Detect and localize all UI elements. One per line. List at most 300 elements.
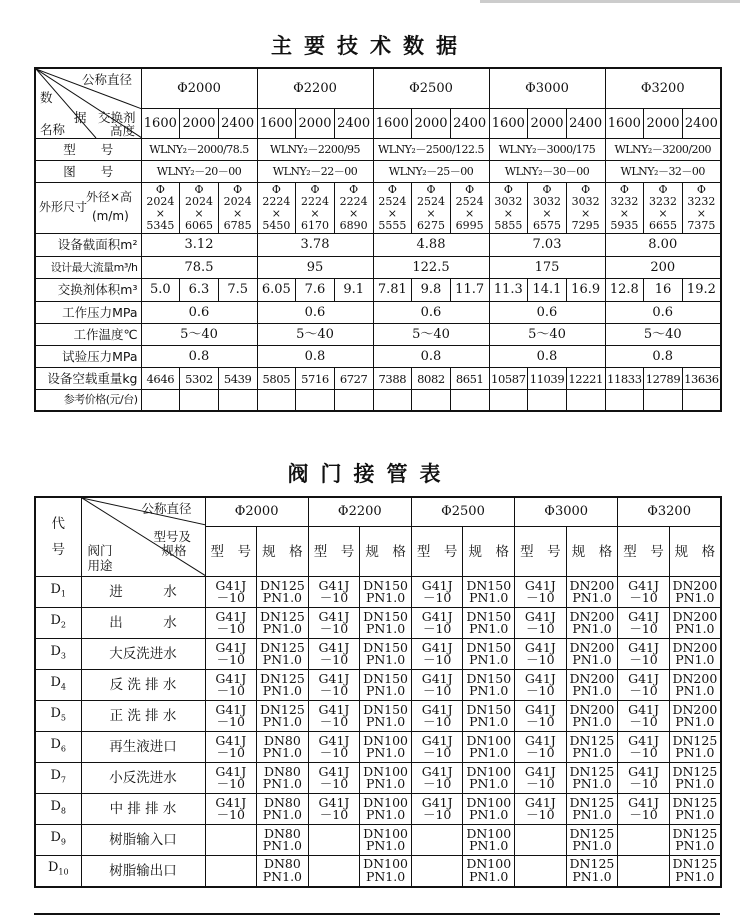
valve-model: G41J xyxy=(524,639,556,655)
t2-spec-6-4 xyxy=(669,763,721,794)
t1-drawing-row-label: 图 号 xyxy=(35,161,141,183)
t2-model-8-2 xyxy=(411,825,463,856)
t1-work-pressure-row-value-0: 0.6 xyxy=(141,302,257,324)
t2-spec-8-2 xyxy=(463,825,515,856)
phi-symbol: Φ xyxy=(349,183,359,196)
t2-spec-3-0 xyxy=(257,670,309,701)
valve-pn: PN1.0 xyxy=(365,652,406,667)
t1-resin-vol-row-value-10: 14.1 xyxy=(528,279,567,302)
t2-usage-9: 树脂输出口 xyxy=(81,856,205,887)
t1-height-3-1: 2000 xyxy=(528,109,567,139)
valve-dn: DN150 xyxy=(363,670,408,686)
valve-model-suffix: －10 xyxy=(319,807,349,822)
valve-dn: DN200 xyxy=(569,670,615,686)
outline-height: 7295 xyxy=(571,219,600,232)
t1-drawing-row-value-1: WLNY₂－22－00 xyxy=(257,161,373,183)
t1-height-2-1: 2000 xyxy=(412,109,451,139)
t2-model-0-3 xyxy=(515,577,567,608)
times-symbol: × xyxy=(465,207,475,220)
valve-model: G41J xyxy=(215,701,247,717)
t2-usage-6: 小反洗进水 xyxy=(81,763,205,794)
valve-dn: DN125 xyxy=(672,763,718,779)
t2-row-0 xyxy=(35,577,721,608)
valve-pn: PN1.0 xyxy=(365,683,406,698)
t2-spec-4-0 xyxy=(257,701,309,732)
valve-pn: PN1.0 xyxy=(469,776,509,791)
valve-model: G41J xyxy=(421,639,453,655)
main-data-table xyxy=(34,67,722,412)
phi-symbol: Φ xyxy=(465,183,475,196)
t2-col-model-0: 型 号 xyxy=(205,527,257,577)
code-letter: D xyxy=(50,705,61,721)
valve-model: G41J xyxy=(421,577,453,593)
valve-model: G41J xyxy=(215,577,247,593)
valve-model: G41J xyxy=(628,763,659,779)
valve-pn: PN1.0 xyxy=(262,590,302,605)
valve-model: G41J xyxy=(421,701,453,717)
outer-dia: 2224 xyxy=(262,195,291,208)
t2-spec-3-3 xyxy=(566,670,618,701)
t2-spec-4-1 xyxy=(360,701,412,732)
t2-hdr-nominal-dia: 公称直径 xyxy=(141,501,192,516)
t1-work-pressure-row-value-1: 0.6 xyxy=(257,302,373,324)
valve-dn: DN125 xyxy=(259,701,305,717)
valve-dn: DN125 xyxy=(672,825,718,841)
valve-model: G41J xyxy=(215,732,247,748)
valve-pn: PN1.0 xyxy=(365,745,406,760)
t2-model-5-3 xyxy=(515,732,567,763)
valve-model-suffix: －10 xyxy=(216,745,245,760)
t1-work-pressure-row xyxy=(35,302,721,324)
t1-hdr-resin: 交换剂 xyxy=(98,110,136,125)
valve-model-suffix: －10 xyxy=(422,714,452,729)
valve-pn: PN1.0 xyxy=(262,683,302,698)
t2-spec-2-2 xyxy=(463,639,515,670)
outer-dia: 2224 xyxy=(339,195,368,208)
times-symbol: × xyxy=(426,207,436,220)
t1-test-pressure-row xyxy=(35,346,721,368)
t1-hdr-data: 数 xyxy=(40,90,53,105)
valve-model: G41J xyxy=(215,608,247,624)
valve-dn: DN200 xyxy=(672,608,718,624)
t1-weight-row-value-0: 4646 xyxy=(141,368,180,390)
t2-header-row xyxy=(35,497,721,527)
t2-spec-0-1 xyxy=(360,577,412,608)
t1-height-3-2: 2400 xyxy=(566,109,605,139)
t1-outline-cell-6 xyxy=(373,183,412,234)
scan-edge-mark xyxy=(480,0,740,3)
valve-dn: DN150 xyxy=(363,577,408,593)
outline-height: 6170 xyxy=(300,219,329,232)
valve-model: G41J xyxy=(524,608,556,624)
t2-code-1 xyxy=(35,608,81,639)
t2-diagonal-header xyxy=(81,497,205,577)
valve-pn: PN1.0 xyxy=(262,652,302,667)
t1-flow-row xyxy=(35,257,721,279)
t1-model-row-value-3: WLNY₂－3000/175 xyxy=(489,139,605,161)
t1-weight-row-value-10: 11039 xyxy=(528,368,567,390)
t1-resin-vol-row-value-0: 5.0 xyxy=(141,279,180,302)
t1-weight-row-value-8: 8651 xyxy=(450,368,489,390)
t1-resin-vol-row-value-5: 9.1 xyxy=(334,279,373,302)
code-letter: D xyxy=(50,798,61,814)
t1-price-row-label: 参考价格(元/台) xyxy=(35,390,141,411)
code-letter: D xyxy=(50,674,61,690)
t2-spec-9-1 xyxy=(360,856,412,887)
t1-weight-row-value-1: 5302 xyxy=(180,368,219,390)
code-subscript: 9 xyxy=(60,837,67,847)
t1-outline-row xyxy=(35,183,721,234)
times-symbol: × xyxy=(349,207,359,220)
valve-pn: PN1.0 xyxy=(572,776,612,791)
valve-pn: PN1.0 xyxy=(262,776,302,791)
outer-dia: 2224 xyxy=(300,195,329,208)
valve-model-suffix: －10 xyxy=(319,714,349,729)
valve-pn: PN1.0 xyxy=(469,745,509,760)
t2-row-8 xyxy=(35,825,721,856)
valve-dn: DN125 xyxy=(672,732,718,748)
valve-pn: PN1.0 xyxy=(365,776,406,791)
t2-spec-7-1 xyxy=(360,794,412,825)
t2-model-8-0 xyxy=(205,825,257,856)
valve-dn: DN125 xyxy=(259,670,305,686)
t1-area-row xyxy=(35,234,721,257)
valve-dn: DN100 xyxy=(466,825,512,841)
valve-dn: DN125 xyxy=(259,639,305,655)
valve-dn: DN100 xyxy=(363,856,408,872)
t2-code-4 xyxy=(35,701,81,732)
t1-weight-row-value-2: 5439 xyxy=(218,368,257,390)
phi-symbol: Φ xyxy=(696,183,706,196)
t1-outline-cell-0 xyxy=(141,183,180,234)
valve-dn: DN150 xyxy=(466,639,512,655)
t1-resin-vol-row-value-7: 9.8 xyxy=(412,279,451,302)
times-symbol: × xyxy=(155,207,165,220)
outline-height: 5855 xyxy=(494,219,523,232)
t2-col-spec-1: 规 格 xyxy=(360,527,412,577)
t2-model-7-1 xyxy=(308,794,360,825)
valve-dn: DN150 xyxy=(363,608,408,624)
valve-pn: PN1.0 xyxy=(675,838,715,853)
t2-spec-7-4 xyxy=(669,794,721,825)
valve-pn: PN1.0 xyxy=(572,621,612,636)
valve-dn: DN80 xyxy=(263,825,301,841)
valve-model-suffix: －10 xyxy=(526,683,555,698)
valve-pn: PN1.0 xyxy=(262,838,302,853)
valve-model: G41J xyxy=(628,794,659,810)
valve-dn: DN125 xyxy=(569,856,615,872)
t2-row-3 xyxy=(35,670,721,701)
code-letter: D xyxy=(50,829,61,845)
outline-height: 6655 xyxy=(648,219,677,232)
code-subscript: 10 xyxy=(58,868,69,878)
t2-model-9-1 xyxy=(308,856,360,887)
t1-weight-row-value-12: 11833 xyxy=(605,368,644,390)
t2-model-1-3 xyxy=(515,608,567,639)
t2-code-5 xyxy=(35,732,81,763)
valve-pn: PN1.0 xyxy=(469,714,509,729)
t1-test-pressure-row-value-2: 0.8 xyxy=(373,346,489,368)
times-symbol: × xyxy=(658,207,668,220)
t1-drawing-row-value-0: WLNY₂－20－00 xyxy=(141,161,257,183)
t2-spec-0-0 xyxy=(257,577,309,608)
t2-model-8-4 xyxy=(618,825,670,856)
t2-code-8 xyxy=(35,825,81,856)
t1-hdr-nominal-dia: 公称直径 xyxy=(82,72,133,87)
t2-spec-8-1 xyxy=(360,825,412,856)
outline-height: 6995 xyxy=(455,219,484,232)
t1-drawing-row-value-3: WLNY₂－30－00 xyxy=(489,161,605,183)
t2-row-7 xyxy=(35,794,721,825)
t2-spec-7-2 xyxy=(463,794,515,825)
valve-pn: PN1.0 xyxy=(572,745,612,760)
valve-model-suffix: －10 xyxy=(629,714,658,729)
t1-work-temp-row-value-4: 5～40 xyxy=(605,324,721,346)
valve-model: G41J xyxy=(524,670,556,686)
t2-model-9-0 xyxy=(205,856,257,887)
t2-model-2-4 xyxy=(618,639,670,670)
t2-spec-5-4 xyxy=(669,732,721,763)
t1-flow-row-label: 设计最大流量m³/h xyxy=(35,257,141,279)
phi-symbol: Φ xyxy=(658,183,668,196)
outer-dia: 3032 xyxy=(494,195,523,208)
t1-price-value-6 xyxy=(373,390,412,411)
times-symbol: × xyxy=(194,207,204,220)
valve-dn: DN100 xyxy=(466,794,512,810)
valve-model: G41J xyxy=(318,794,350,810)
t1-area-row-value-1: 3.78 xyxy=(257,234,373,257)
t1-resin-vol-row-value-8: 11.7 xyxy=(450,279,489,302)
t2-hdr-model-spec: 型号及 xyxy=(153,529,192,544)
t2-spec-0-3 xyxy=(566,577,618,608)
valve-dn: DN100 xyxy=(466,763,512,779)
t1-weight-row-value-6: 7388 xyxy=(373,368,412,390)
valve-model-suffix: －10 xyxy=(216,714,245,729)
t1-outline-cell-7 xyxy=(412,183,451,234)
t1-height-0-1: 2000 xyxy=(180,109,219,139)
t1-price-value-8 xyxy=(450,390,489,411)
t2-hdr-model-spec2: 规格 xyxy=(161,543,187,558)
t1-outline-text: 外形尺寸 xyxy=(39,200,88,214)
valve-model: G41J xyxy=(215,794,247,810)
outline-height: 6785 xyxy=(223,219,252,232)
valve-model-suffix: －10 xyxy=(526,714,555,729)
code-subscript: 8 xyxy=(60,806,67,816)
t2-diameter-2: Φ2500 xyxy=(411,497,514,527)
valve-dn: DN125 xyxy=(672,856,718,872)
t2-spec-4-3 xyxy=(566,701,618,732)
t2-usage-8: 树脂输入口 xyxy=(81,825,205,856)
t1-price-value-9 xyxy=(489,390,528,411)
valve-dn: DN100 xyxy=(363,825,408,841)
valve-model: G41J xyxy=(318,608,350,624)
outline-height: 6275 xyxy=(416,219,445,232)
phi-symbol: Φ xyxy=(310,183,320,196)
t1-weight-row-value-3: 5805 xyxy=(257,368,296,390)
valve-dn: DN80 xyxy=(263,856,301,872)
valve-pn: PN1.0 xyxy=(262,868,302,884)
valve-model-suffix: －10 xyxy=(422,776,452,791)
phi-symbol: Φ xyxy=(542,183,552,196)
t2-spec-5-2 xyxy=(463,732,515,763)
t1-work-temp-row-value-1: 5～40 xyxy=(257,324,373,346)
outline-height: 5345 xyxy=(146,219,175,232)
t2-code-6 xyxy=(35,763,81,794)
t1-price-value-12 xyxy=(605,390,644,411)
code-letter: D xyxy=(50,643,61,659)
valve-pn: PN1.0 xyxy=(469,868,509,884)
valve-pn: PN1.0 xyxy=(572,683,612,698)
t2-spec-2-3 xyxy=(566,639,618,670)
t1-weight-row-value-7: 8082 xyxy=(412,368,451,390)
valve-model-suffix: －10 xyxy=(319,621,349,636)
valve-model: G41J xyxy=(318,639,350,655)
valve-model-suffix: －10 xyxy=(319,683,349,698)
times-symbol: × xyxy=(696,207,706,220)
times-symbol: × xyxy=(310,207,320,220)
valve-model: G41J xyxy=(524,763,556,779)
t2-usage-1: 出 水 xyxy=(81,608,205,639)
t2-code-2 xyxy=(35,639,81,670)
t1-weight-row-value-4: 5716 xyxy=(296,368,335,390)
t1-weight-row-value-14: 13636 xyxy=(682,368,721,390)
valve-model: G41J xyxy=(215,639,247,655)
valve-dn: DN200 xyxy=(569,639,615,655)
t1-diagonal-header xyxy=(35,68,141,139)
t1-drawing-row xyxy=(35,161,721,183)
t1-drawing-row-value-2: WLNY₂－25－00 xyxy=(373,161,489,183)
main-data-title: 主要技术数据 xyxy=(271,34,469,58)
valve-dn: DN80 xyxy=(263,794,301,810)
t1-outline-cell-5 xyxy=(334,183,373,234)
outline-height: 5450 xyxy=(262,219,291,232)
t1-height-4-2: 2400 xyxy=(682,109,721,139)
valve-pn: PN1.0 xyxy=(675,590,715,605)
t2-model-9-4 xyxy=(618,856,670,887)
t1-drawing-row-value-4: WLNY₂－32－00 xyxy=(605,161,721,183)
t2-model-9-3 xyxy=(515,856,567,887)
valve-dn: DN200 xyxy=(672,670,718,686)
t2-model-1-1 xyxy=(308,608,360,639)
outline-height: 6575 xyxy=(532,219,561,232)
valve-dn: DN80 xyxy=(263,763,301,779)
t2-spec-4-4 xyxy=(669,701,721,732)
outline-height: 6890 xyxy=(339,219,368,232)
valve-pn: PN1.0 xyxy=(572,714,612,729)
times-symbol: × xyxy=(271,207,281,220)
t2-col-spec-2: 规 格 xyxy=(463,527,515,577)
t1-outline-cell-3 xyxy=(257,183,296,234)
t2-spec-5-3 xyxy=(566,732,618,763)
valve-model: G41J xyxy=(628,701,659,717)
t1-height-1-2: 2400 xyxy=(334,109,373,139)
t2-model-3-3 xyxy=(515,670,567,701)
t1-height-4-0: 1600 xyxy=(605,109,644,139)
t1-area-row-label: 设备截面积m² xyxy=(35,234,141,257)
valve-model: G41J xyxy=(628,670,659,686)
t2-hdr-code-1: 代 xyxy=(51,516,65,532)
t1-model-row-value-0: WLNY₂－2000/78.5 xyxy=(141,139,257,161)
t1-price-value-13 xyxy=(644,390,683,411)
t1-resin-vol-row-value-11: 16.9 xyxy=(566,279,605,302)
phi-symbol: Φ xyxy=(233,183,243,196)
t2-model-8-1 xyxy=(308,825,360,856)
t1-height-0-0: 1600 xyxy=(141,109,180,139)
valve-pn: PN1.0 xyxy=(365,838,406,853)
t2-spec-3-4 xyxy=(669,670,721,701)
t2-spec-1-0 xyxy=(257,608,309,639)
t1-height-2-0: 1600 xyxy=(373,109,412,139)
outer-dia: 3032 xyxy=(571,195,600,208)
t1-model-row-label: 型 号 xyxy=(35,139,141,161)
valve-model-suffix: －10 xyxy=(526,807,555,822)
valve-dn: DN150 xyxy=(466,608,512,624)
t2-col-spec-0: 规 格 xyxy=(257,527,309,577)
t2-usage-3: 反 洗 排 水 xyxy=(81,670,205,701)
valve-model-suffix: －10 xyxy=(629,776,658,791)
t2-hdr-valve: 阀门 xyxy=(87,543,113,558)
valve-pn: PN1.0 xyxy=(675,714,715,729)
valve-model-suffix: －10 xyxy=(216,621,245,636)
valve-model-suffix: －10 xyxy=(526,745,555,760)
t1-outline-cell-13 xyxy=(644,183,683,234)
t2-model-0-4 xyxy=(618,577,670,608)
t1-weight-row-value-5: 6727 xyxy=(334,368,373,390)
t1-diameter-4: Φ3200 xyxy=(605,68,721,109)
valve-dn: DN200 xyxy=(569,577,615,593)
valve-model: G41J xyxy=(421,763,453,779)
valve-pn: PN1.0 xyxy=(572,807,612,822)
outer-dia: 3232 xyxy=(610,195,639,208)
t2-usage-5: 再生液进口 xyxy=(81,732,205,763)
t1-area-row-value-0: 3.12 xyxy=(141,234,257,257)
t2-model-3-0 xyxy=(205,670,257,701)
times-symbol: × xyxy=(233,207,243,220)
t2-usage-0: 进 水 xyxy=(81,577,205,608)
t1-flow-row-value-2: 122.5 xyxy=(373,257,489,279)
code-subscript: 5 xyxy=(60,713,67,723)
valve-dn: DN125 xyxy=(569,825,615,841)
t1-outline-label xyxy=(35,183,141,234)
valve-model-suffix: －10 xyxy=(319,590,349,605)
t1-diameter-3: Φ3000 xyxy=(489,68,605,109)
t1-height-0-2: 2400 xyxy=(218,109,257,139)
t1-price-value-3 xyxy=(257,390,296,411)
t1-price-value-5 xyxy=(334,390,373,411)
t2-spec-4-2 xyxy=(463,701,515,732)
t2-spec-2-4 xyxy=(669,639,721,670)
valve-dn: DN200 xyxy=(569,608,615,624)
outer-dia: 3032 xyxy=(532,195,561,208)
valve-model: G41J xyxy=(318,577,350,593)
valve-model: G41J xyxy=(318,763,350,779)
outer-dia: 2524 xyxy=(455,195,484,208)
valve-dn: DN200 xyxy=(672,701,718,717)
t2-model-6-4 xyxy=(618,763,670,794)
phi-symbol: Φ xyxy=(426,183,436,196)
code-subscript: 4 xyxy=(60,682,67,692)
t2-col-spec-4: 规 格 xyxy=(669,527,721,577)
t2-model-5-4 xyxy=(618,732,670,763)
valve-model-suffix: －10 xyxy=(629,590,658,605)
outer-dia: 2024 xyxy=(184,195,213,208)
t1-outline-cell-1 xyxy=(180,183,219,234)
t2-model-6-3 xyxy=(515,763,567,794)
t1-work-pressure-row-value-2: 0.6 xyxy=(373,302,489,324)
code-letter: D xyxy=(50,612,61,628)
t2-model-4-4 xyxy=(618,701,670,732)
t1-resin-vol-row-value-4: 7.6 xyxy=(296,279,335,302)
